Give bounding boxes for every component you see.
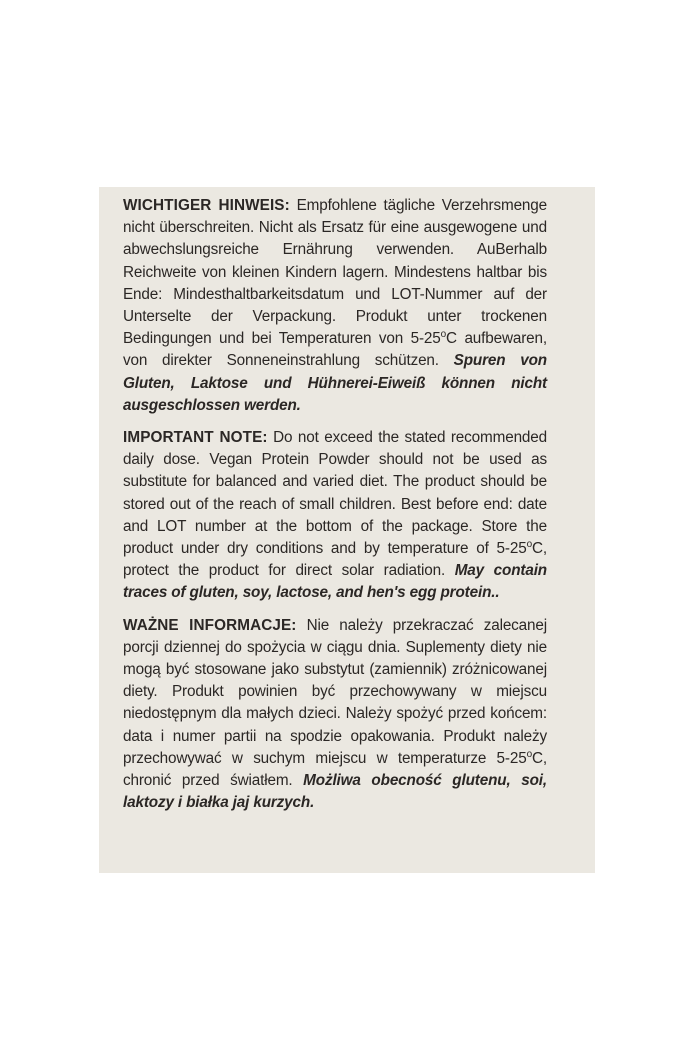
allergen-warning-polish: Możliwa obecność glutenu, soi, laktozy i białka jaj kurzych.	[123, 772, 547, 812]
body-german-cont: C aufbewaren, von direkter Sonneneinstrahlung schützen.	[123, 330, 547, 370]
label-panel	[99, 187, 595, 873]
body-polish-cont: C, chronić przed światłem.	[123, 749, 547, 790]
heading-english: IMPORTANT NOTE:	[123, 429, 268, 447]
body-english-cont: C, protect the product for direct solar radiation.	[123, 540, 547, 580]
section-english	[123, 427, 547, 605]
body-german: Empfohlene tägliche Verzehrsmenge nicht überschreiten. Nicht als Ersatz für eine ausgewogene und abwechslungsreiche Ernährung verwenden. AuBerhalb Reichweite von kleinen Kindern lagern. Mindestens haltbar bis Ende: Mindesthaltbarkeitsdatum und LOT-Nummer auf der Unterselte der Verpackung. Produkt unter trockenen Bedingungen und bei Temperaturen von 5-25	[123, 197, 547, 348]
body-english: Do not exceed the stated recommended daily dose. Vegan Protein Powder should not be used as substitute for balanced and varied diet. The product should be stored out of the reach of small children. Best before end: date and LOT number at the bottom of the package. Store the product under dry conditions and by temperature of 5-25	[123, 429, 547, 558]
degree-german: o	[440, 329, 447, 341]
section-german	[123, 195, 547, 417]
heading-polish: WAŻNE INFORMACJE:	[123, 616, 297, 634]
heading-german: WICHTIGER HINWEIS:	[123, 197, 290, 214]
section-polish	[123, 615, 547, 815]
degree-english: o	[526, 539, 532, 551]
degree-polish: o	[526, 748, 532, 760]
body-polish: Nie należy przekraczać zalecanej porcji dziennej do spożycia w ciągu dnia. Suplementy diety nie mogą być stosowane jako substytut (zamiennik) zróżnicowanej diety. Produkt powinien być przechowywany w miejscu niedostępnym dla małych dzieci. Należy spożyć przed końcem: data i numer partii na spodzie opakowania. Produkt należy przechowywać w suchym miejscu w temperaturze 5-25	[123, 616, 547, 767]
allergen-warning-german: Spuren von Gluten, Laktose und Hühnerei-Eiweiß können nicht ausgeschlossen werden.	[123, 352, 547, 414]
allergen-warning-english: May contain traces of gluten, soy, lactose, and hen's egg protein..	[123, 562, 547, 602]
